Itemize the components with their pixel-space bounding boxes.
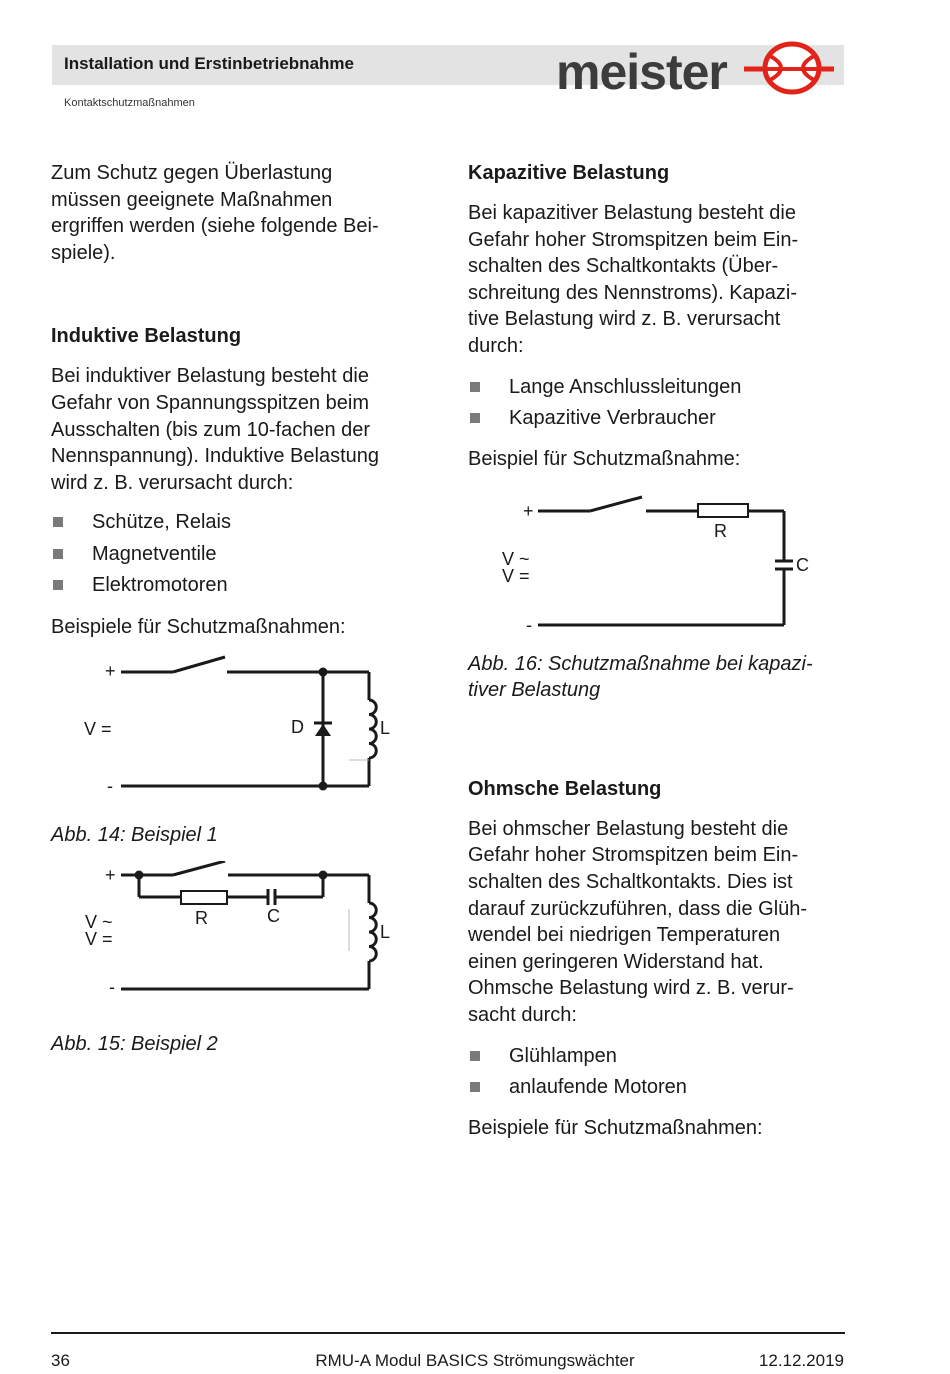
ohmic-list bbox=[468, 1043, 848, 1101]
bullet-square-icon bbox=[53, 517, 63, 527]
figure-14-circuit bbox=[51, 654, 413, 814]
fig15-inductor-label: L bbox=[380, 921, 391, 942]
bullet-square-icon bbox=[470, 382, 480, 392]
fig14-inductor-label: L bbox=[380, 717, 391, 738]
fig14-minus-label: - bbox=[107, 775, 113, 796]
figure-16-circuit bbox=[468, 485, 830, 635]
ohmic-paragraph: Bei ohmscher Belastung besteht die Gefahr hoher Stromspitzen beim Ein- schalten des Schaltkontakts. Dies ist darauf zurückzuführen, dass die Glüh- wendel bei niedrigen Temperaturen einen geringeren Widerstand hat. Ohmsche Belastung wird z. B. verur- sacht durch: bbox=[468, 817, 808, 1026]
fig16-voltage-dc-label: V = bbox=[502, 565, 530, 586]
list-item: Schütze, Relais bbox=[51, 509, 413, 535]
figure-16-caption: Abb. 16: Schutzmaßnahme bei kapazi- tiver Belastung bbox=[468, 652, 813, 702]
list-item: Lange Anschlussleitungen bbox=[468, 374, 848, 400]
capacitive-heading: Kapazitive Belastung bbox=[468, 162, 670, 184]
fig16-plus-label: + bbox=[523, 500, 534, 521]
ohmic-heading: Ohmsche Belastung bbox=[468, 777, 662, 800]
capacitive-list bbox=[468, 374, 848, 432]
right-column bbox=[468, 160, 848, 1142]
ohmic-examples-label: Beispiele für Schutzmaßnahmen: bbox=[468, 1117, 763, 1140]
bullet-square-icon bbox=[53, 549, 63, 559]
bullet-square-icon bbox=[470, 1051, 480, 1061]
inductive-heading: Induktive Belastung bbox=[51, 325, 242, 348]
footer-date: 12.12.2019 bbox=[758, 1351, 844, 1370]
fig14-diode-label: D bbox=[291, 716, 304, 737]
bullet-square-icon bbox=[470, 1082, 480, 1092]
fig16-capacitor-label: C bbox=[796, 554, 809, 575]
footer-page-number: 36 bbox=[51, 1351, 70, 1370]
logo-text: meister bbox=[556, 44, 727, 98]
left-column bbox=[51, 160, 413, 1057]
fig16-minus-label: - bbox=[526, 614, 532, 635]
header-subtitle: Kontaktschutzmaßnahmen bbox=[64, 97, 195, 109]
fig15-minus-label: - bbox=[109, 976, 115, 997]
meister-logo bbox=[556, 36, 836, 98]
fig14-voltage-label: V = bbox=[84, 718, 112, 739]
figure-14-caption: Abb. 14: Beispiel 1 bbox=[51, 823, 218, 846]
bullet-square-icon bbox=[470, 413, 480, 423]
fig14-plus-label: + bbox=[105, 660, 116, 681]
list-item: Glühlampen bbox=[468, 1043, 848, 1069]
figure-15-caption: Abb. 15: Beispiel 2 bbox=[51, 1032, 218, 1055]
capacitive-paragraph: Bei kapazitiver Belastung besteht die Gefahr hoher Stromspitzen beim Ein- schalten des Schaltkontakts (Über- schreitung des Nennstroms). Kapazi- tive Belastung wird z. B. verursacht durch: bbox=[468, 202, 799, 357]
inductive-paragraph: Bei induktiver Belastung besteht die Gefahr von Spannungsspitzen beim Ausschalten (bis zum 10-fachen der Nennspannung). Induktive Belastung wird z. B. verursacht durch: bbox=[51, 365, 380, 494]
inductive-list bbox=[51, 509, 413, 598]
header-title: Installation und Erstinbetriebnahme bbox=[64, 54, 354, 73]
fig16-voltage-ac-label: V ~ bbox=[502, 548, 530, 569]
fig16-resistor-label: R bbox=[714, 520, 727, 541]
list-item: Elektromotoren bbox=[51, 572, 413, 598]
list-item: Kapazitive Verbraucher bbox=[468, 405, 848, 431]
fig15-resistor-label: R bbox=[195, 907, 208, 928]
footer-product: RMU-A Modul BASICS Strömungswächter bbox=[315, 1351, 635, 1370]
capacitive-example-label: Beispiel für Schutzmaßnahme: bbox=[468, 448, 741, 471]
fig15-capacitor-label: C bbox=[267, 905, 280, 926]
list-item: Magnetventile bbox=[51, 541, 413, 567]
fig15-voltage-ac-label: V ~ bbox=[85, 911, 113, 932]
intro-paragraph: Zum Schutz gegen Überlastung müssen geeignete Maßnahmen ergriffen werden (siehe folgende Bei- spiele). bbox=[51, 162, 379, 264]
bullet-square-icon bbox=[53, 580, 63, 590]
fig15-plus-label: + bbox=[105, 864, 116, 885]
fig15-voltage-dc-label: V = bbox=[85, 928, 113, 949]
figure-15-circuit bbox=[51, 861, 413, 1001]
footer-rule bbox=[51, 1332, 845, 1334]
list-item: anlaufende Motoren bbox=[468, 1074, 848, 1100]
inductive-examples-label: Beispiele für Schutzmaßnahmen: bbox=[51, 616, 346, 639]
